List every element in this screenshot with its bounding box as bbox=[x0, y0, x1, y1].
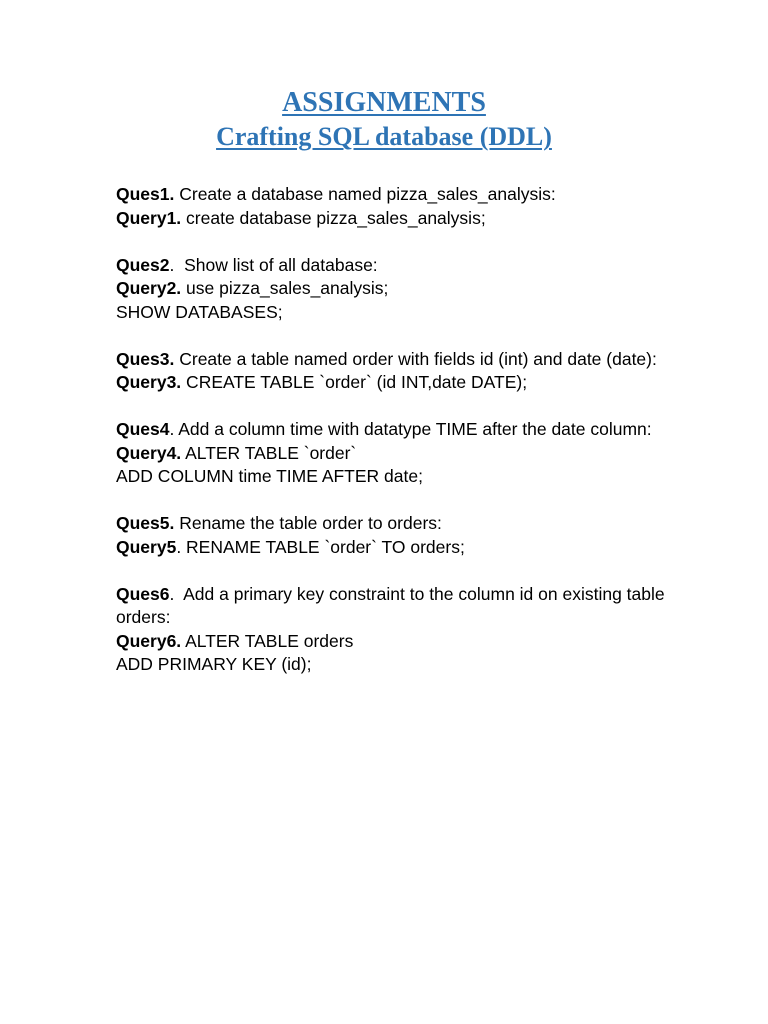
query-label: Query2. bbox=[116, 278, 182, 298]
question-label: Ques6 bbox=[116, 583, 170, 604]
assignment-item-5 bbox=[116, 512, 676, 559]
assignment-item-4 bbox=[116, 418, 676, 489]
assignment-list bbox=[116, 183, 676, 700]
question-line bbox=[116, 418, 676, 442]
query-continuation: ADD COLUMN time TIME AFTER date; bbox=[116, 466, 423, 486]
question-line bbox=[116, 512, 676, 536]
question-label: Ques1. bbox=[116, 184, 175, 204]
question-label: Ques2 bbox=[116, 254, 170, 275]
query-text: use pizza_sales_analysis; bbox=[181, 278, 389, 298]
query-continuation: ADD PRIMARY KEY (id); bbox=[116, 654, 312, 674]
query-text: create database pizza_sales_analysis; bbox=[181, 207, 486, 228]
query-line bbox=[116, 630, 676, 654]
question-line bbox=[116, 348, 676, 372]
query-line bbox=[116, 207, 676, 231]
question-text: Create a table named order with fields id (int) and date (date): bbox=[174, 348, 657, 369]
query-continuation: SHOW DATABASES; bbox=[116, 301, 283, 322]
query-label: Query3. bbox=[116, 372, 182, 392]
query-line bbox=[116, 536, 676, 560]
document-subtitle: Crafting SQL database (DDL) bbox=[216, 122, 552, 151]
question-text: Rename the table order to orders: bbox=[174, 513, 442, 533]
assignment-item-1 bbox=[116, 183, 676, 230]
query-text: CREATE TABLE `order` (id INT,date DATE); bbox=[181, 372, 528, 392]
question-line bbox=[116, 183, 676, 207]
query-label: Query6. bbox=[116, 630, 182, 651]
query-label: Query5 bbox=[116, 536, 177, 557]
question-text: Create a database named pizza_sales_analysis: bbox=[174, 184, 556, 204]
question-label: Ques5. bbox=[116, 513, 175, 533]
query-text: ALTER TABLE `order` bbox=[181, 442, 357, 463]
query-label: Query4. bbox=[116, 442, 182, 463]
question-line bbox=[116, 254, 676, 278]
question-text: . Show list of all database: bbox=[169, 254, 378, 275]
question-label: Ques3. bbox=[116, 348, 175, 369]
query-line bbox=[116, 371, 676, 395]
assignment-item-2 bbox=[116, 254, 676, 325]
document-title: ASSIGNMENTS bbox=[282, 87, 486, 118]
question-label: Ques4 bbox=[116, 419, 170, 439]
assignment-item-3 bbox=[116, 348, 676, 395]
query-line bbox=[116, 277, 676, 301]
question-line bbox=[116, 583, 676, 630]
question-text: . Add a column time with datatype TIME after the date column: bbox=[169, 419, 652, 439]
assignment-item-6 bbox=[116, 583, 676, 677]
query-label: Query1. bbox=[116, 207, 182, 228]
query-line bbox=[116, 442, 676, 466]
query-text: ALTER TABLE orders bbox=[181, 630, 354, 651]
question-text: . Add a primary key constraint to the column id on existing table orders: bbox=[116, 583, 670, 627]
query-text: . RENAME TABLE `order` TO orders; bbox=[176, 536, 465, 557]
